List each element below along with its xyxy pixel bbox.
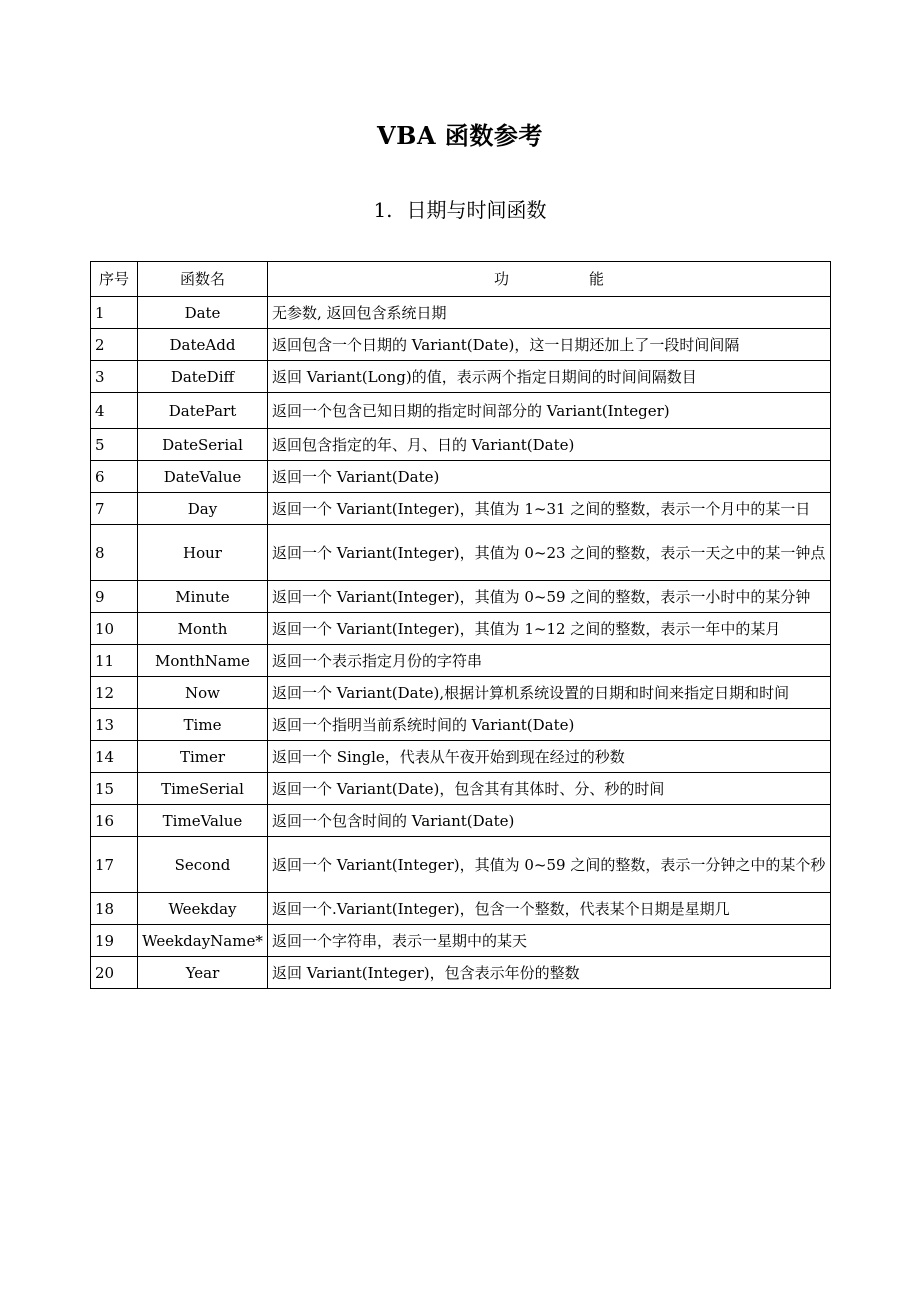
row-description: 返回一个 Variant(Date),根据计算机系统设置的日期和时间来指定日期和时间 xyxy=(268,677,831,709)
header-index: 序号 xyxy=(91,262,138,297)
row-function-name: TimeValue xyxy=(138,805,268,837)
table-row xyxy=(91,393,831,429)
row-description: 返回 Variant(Long)的值，表示两个指定日期间的时间间隔数目 xyxy=(268,361,831,393)
header-function-right: 能 xyxy=(589,270,605,288)
table-row xyxy=(91,957,831,989)
table-row xyxy=(91,773,831,805)
row-function-name: MonthName xyxy=(138,645,268,677)
row-description: 返回包含一个日期的 Variant(Date)，这一日期还加上了一段时间间隔 xyxy=(268,329,831,361)
row-function-name: DateValue xyxy=(138,461,268,493)
document-title: VBA 函数参考 xyxy=(377,121,543,150)
row-description: 返回一个 Variant(Date)，包含其有其体时、分、秒的时间 xyxy=(268,773,831,805)
table-row xyxy=(91,329,831,361)
row-function-name: Year xyxy=(138,957,268,989)
section-number: 1. xyxy=(373,198,393,222)
header-function-name: 函数名 xyxy=(138,262,268,297)
table-row xyxy=(91,581,831,613)
row-function-name: TimeSerial xyxy=(138,773,268,805)
row-index: 17 xyxy=(91,837,138,893)
row-description: 无参数, 返回包含系统日期 xyxy=(268,297,831,329)
row-function-name: Timer xyxy=(138,741,268,773)
row-description: 返回一个 Variant(Integer)，其值为 0~59 之间的整数，表示一小时中的某分钟 xyxy=(268,581,831,613)
row-description: 返回一个 Single，代表从午夜开始到现在经过的秒数 xyxy=(268,741,831,773)
table-row xyxy=(91,613,831,645)
table-row xyxy=(91,461,831,493)
section-heading xyxy=(0,194,920,226)
row-index: 5 xyxy=(91,429,138,461)
row-description: 返回一个 Variant(Integer)，其值为 0~23 之间的整数，表示一天之中的某一钟点 xyxy=(268,525,831,581)
row-function-name: Minute xyxy=(138,581,268,613)
table-row xyxy=(91,741,831,773)
function-table xyxy=(90,261,831,989)
row-function-name: Hour xyxy=(138,525,268,581)
row-index: 1 xyxy=(91,297,138,329)
row-function-name: Now xyxy=(138,677,268,709)
header-function-left: 功 xyxy=(493,270,509,288)
row-description: 返回一个指明当前系统时间的 Variant(Date) xyxy=(268,709,831,741)
row-description: 返回一个字符串，表示一星期中的某天 xyxy=(268,925,831,957)
table-row xyxy=(91,297,831,329)
table-row xyxy=(91,837,831,893)
row-index: 11 xyxy=(91,645,138,677)
row-function-name: Time xyxy=(138,709,268,741)
row-index: 7 xyxy=(91,493,138,525)
row-index: 18 xyxy=(91,893,138,925)
row-index: 19 xyxy=(91,925,138,957)
row-description: 返回一个包含时间的 Variant(Date) xyxy=(268,805,831,837)
section-title: 日期与时间函数 xyxy=(406,198,547,222)
table-row xyxy=(91,525,831,581)
table-row xyxy=(91,925,831,957)
row-index: 14 xyxy=(91,741,138,773)
row-description: 返回一个 Variant(Integer)，其值为 0~59 之间的整数，表示一分钟之中的某个秒 xyxy=(268,837,831,893)
table-row xyxy=(91,493,831,525)
row-index: 16 xyxy=(91,805,138,837)
row-index: 3 xyxy=(91,361,138,393)
row-index: 9 xyxy=(91,581,138,613)
row-index: 12 xyxy=(91,677,138,709)
table-row xyxy=(91,709,831,741)
row-function-name: Day xyxy=(138,493,268,525)
table-row xyxy=(91,893,831,925)
row-description: 返回一个 Variant(Integer)，其值为 1~12 之间的整数，表示一年中的某月 xyxy=(268,613,831,645)
row-function-name: DateSerial xyxy=(138,429,268,461)
row-index: 6 xyxy=(91,461,138,493)
row-index: 4 xyxy=(91,393,138,429)
row-function-name: Date xyxy=(138,297,268,329)
row-description: 返回一个 Variant(Integer)，其值为 1~31 之间的整数，表示一个月中的某一日 xyxy=(268,493,831,525)
row-function-name: Second xyxy=(138,837,268,893)
table-row xyxy=(91,361,831,393)
row-function-name: DateDiff xyxy=(138,361,268,393)
row-function-name: WeekdayName* xyxy=(138,925,268,957)
row-function-name: DatePart xyxy=(138,393,268,429)
table-row xyxy=(91,677,831,709)
row-index: 15 xyxy=(91,773,138,805)
table-header-row xyxy=(91,262,831,297)
table-row xyxy=(91,805,831,837)
row-index: 20 xyxy=(91,957,138,989)
header-function-description xyxy=(268,262,831,297)
row-index: 2 xyxy=(91,329,138,361)
table-row xyxy=(91,429,831,461)
table-row xyxy=(91,645,831,677)
row-index: 10 xyxy=(91,613,138,645)
row-index: 13 xyxy=(91,709,138,741)
row-description: 返回包含指定的年、月、日的 Variant(Date) xyxy=(268,429,831,461)
row-description: 返回一个.Variant(Integer)，包含一个整数，代表某个日期是星期几 xyxy=(268,893,831,925)
row-description: 返回一个 Variant(Date) xyxy=(268,461,831,493)
row-index: 8 xyxy=(91,525,138,581)
row-description: 返回一个包含已知日期的指定时间部分的 Variant(Integer) xyxy=(268,393,831,429)
row-function-name: Month xyxy=(138,613,268,645)
row-description: 返回 Variant(Integer)，包含表示年份的整数 xyxy=(268,957,831,989)
row-description: 返回一个表示指定月份的字符串 xyxy=(268,645,831,677)
row-function-name: Weekday xyxy=(138,893,268,925)
row-function-name: DateAdd xyxy=(138,329,268,361)
